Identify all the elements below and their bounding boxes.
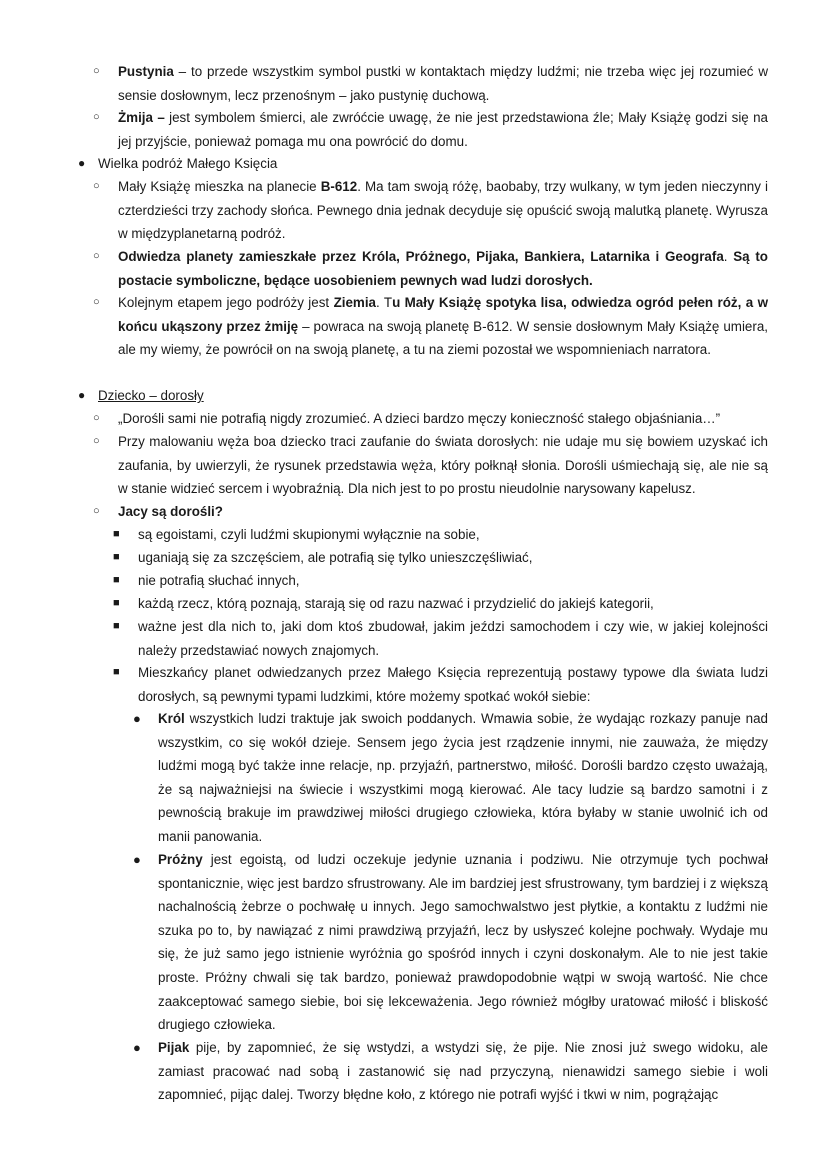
- list-item: [138, 592, 768, 616]
- bullet-marker: ○: [93, 435, 100, 447]
- bullet-marker: ○: [93, 111, 100, 123]
- bullet-marker: ●: [133, 1040, 141, 1055]
- text-run: Kolejnym etapem jego podróży jest: [118, 295, 334, 310]
- bold-text: Ziemia: [333, 295, 376, 310]
- text-run: Wielka podróż Małego Księcia: [98, 156, 278, 171]
- bullet-marker: ○: [93, 505, 100, 517]
- bullet-marker: ■: [113, 551, 120, 563]
- list-item: [98, 384, 768, 408]
- bold-text: B-612: [320, 179, 358, 194]
- bullet-marker: ■: [113, 620, 120, 632]
- bullet-marker: ○: [93, 250, 100, 262]
- bold-text: Są to postacie symboliczne, będące uosobieniem pewnych wad ludzi dorosłych.: [118, 249, 768, 288]
- bold-text: u Mały Książę spotyka lisa, odwiedza ogród pełen róż, a w końcu ukąszony przez żmiję: [118, 295, 768, 334]
- bold-text: Jacy są dorośli?: [118, 504, 223, 519]
- text-run: Mały Książę mieszka na planecie: [118, 179, 321, 194]
- bullet-marker: ●: [78, 388, 86, 402]
- list-item: [138, 615, 768, 662]
- bullet-marker: ■: [113, 528, 120, 540]
- text-run: Przy malowaniu węża boa dziecko traci zaufanie do świata dorosłych: nie udaje mu się bowiem uzyskać ich zaufania, by uwierzyli, że rysunek przedstawia węża, który połknął słonia. Dorośli uśmiechają się, ale nie są w stanie widzieć sercem i wyobraźnią. Dla nich jest to po prostu nieudolnie narysowany kapelusz.: [118, 434, 768, 497]
- bold-text: Pustynia: [118, 64, 174, 79]
- bullet-marker: ■: [113, 597, 120, 609]
- text-run: . Ma tam swoją różę, baobaby, trzy wulkany, w tym jeden nieczynny i czterdzieści trzy zachody słońca. Pewnego dnia jednak decyduje się opuścić swoją malutką planetę. Wyrusza w międzyplanetarną podróż.: [118, 179, 768, 242]
- text-run: – powraca na swoją planetę B-612. W sensie dosłownym Mały Książę umiera, ale my wiemy, że powrócił on na swoją planetę, a tu na ziemi pozostał we wspomnieniach narratora.: [118, 318, 768, 358]
- text-run: .: [723, 249, 734, 264]
- list-item: [118, 500, 768, 524]
- text-run: uganiają się za szczęściem, ale potrafią się tylko unieszczęśliwiać,: [138, 550, 533, 565]
- bullet-marker: ○: [93, 296, 100, 308]
- bold-text: Odwiedza planety zamieszkałe przez Króla, Próżnego, Pijaka, Bankiera, Latarnika i Geografa: [118, 249, 724, 264]
- bullet-marker: ●: [133, 852, 141, 867]
- underlined-heading: Dziecko – dorosły: [98, 388, 204, 403]
- text-run: jest egoistą, od ludzi oczekuje jedynie uznania i podziwu. Nie otrzymuje tych pochwał spontanicznie, więc jest bardzo sfrustrowany. Ale im bardziej jest sfrustrowany, tym bardziej i z większą nachalnością żebrze o pochwałę u innych. Jego samochwalstwo jest płytkie, a kontaktu z ludźmi nie szuka po to, by nawiązać z nimi prawdziwą przyjaźń, lecz by usłyszeć kolejne pochwały. Wydaje mu się, że już samo jego istnienie wyróżnia go spośród innych i czyni doskonałym. Ale to nie jest takie proste. Próżny chwali się tak bardzo, ponieważ prawdopodobnie wątpi w swoją wartość. Nie chce zaakceptować samego siebie, boi się lekceważenia. Jego również mógłby uratować miłość i bliskość drugiego człowieka.: [158, 852, 768, 1033]
- list-item: [138, 661, 768, 708]
- text-run: „Dorośli sami nie potrafią nigdy zrozumieć. A dzieci bardzo męczy konieczność stałego objaśniania…”: [118, 411, 721, 426]
- bold-text: Próżny: [158, 852, 203, 867]
- list-item: [118, 245, 768, 292]
- list-item: [138, 523, 768, 547]
- bold-text: Pijak: [158, 1040, 190, 1055]
- text-run: pije, by zapomnieć, że się wstydzi, a wstydzi się, że pije. Nie znosi już swego widoku, ale zamiast pracować nad sobą i zastanowić się nad przyczyną, nienawidzi samego siebie i woli zapomnieć, pijąc dalej. Tworzy błędne koło, z którego nie potrafi wyjść i tkwi w nim, pogrążając: [158, 1040, 768, 1103]
- list-item: [138, 546, 768, 570]
- list-item: [118, 407, 768, 431]
- bullet-marker: ■: [113, 666, 120, 678]
- text-run: każdą rzecz, którą poznają, starają się od razu nazwać i przydzielić do jakiejś kategorii,: [138, 596, 654, 611]
- text-run: Mieszkańcy planet odwiedzanych przez Małego Księcia reprezentują postawy typowe dla świata ludzi dorosłych, są pewnymi typami ludzkimi, które możemy spotkać wokół siebie:: [138, 665, 768, 704]
- list-item: [118, 291, 768, 362]
- list-item: [118, 106, 768, 153]
- list-item: [118, 430, 768, 501]
- bullet-marker: ●: [78, 156, 86, 170]
- list-item: [158, 848, 768, 1037]
- text-run: – to przede wszystkim symbol pustki w kontaktach między ludźmi; nie trzeba więc jej rozumieć w sensie dosłownym, lecz przenośnym – jako pustynię duchową.: [118, 64, 768, 103]
- list-item: [158, 707, 768, 849]
- bullet-marker: ○: [93, 65, 100, 77]
- list-item: [118, 175, 768, 246]
- text-run: ważne jest dla nich to, jaki dom ktoś zbudował, jakim jeździ samochodem i czy wie, w jakiej kolejności należy przedstawiać nowych znajomych.: [138, 619, 768, 658]
- text-run: wszystkich ludzi traktuje jak swoich poddanych. Wmawia sobie, że wydając rozkazy panuje nad wszystkim, co się wokół dzieje. Sensem jego życia jest rządzenie innymi, nie zauważa, że między ludźmi mogą być także inne relacje, np. przyjaźń, partnerstwo, miłość. Dorośli bardzo często uważają, że są najważniejsi na świecie i wszystkimi mogą kierować. Ale tacy ludzie są bardzo samotni i z pewnością brakuje im prawdziwej miłości drugiego człowieka, która byłaby w stanie uwolnić ich od manii panowania.: [158, 711, 768, 844]
- list-item: [158, 1036, 768, 1107]
- text-run: jest symbolem śmierci, ale zwróćcie uwagę, że nie jest przedstawiona źle; Mały Książę godzi się na jej przyjście, ponieważ pomaga mu ona powrócić do domu.: [118, 110, 768, 149]
- list-item: [98, 152, 768, 176]
- bullet-marker: ●: [133, 711, 141, 726]
- text-run: są egoistami, czyli ludźmi skupionymi wyłącznie na sobie,: [138, 527, 480, 542]
- bullet-marker: ○: [93, 412, 100, 424]
- bullet-marker: ■: [113, 574, 120, 586]
- text-run: . T: [375, 295, 393, 310]
- list-item: [138, 569, 768, 593]
- list-item: [118, 60, 768, 107]
- bold-text: Król: [158, 711, 185, 726]
- text-run: nie potrafią słuchać innych,: [138, 573, 300, 588]
- bullet-marker: ○: [93, 180, 100, 192]
- bold-text: Żmija –: [118, 110, 165, 125]
